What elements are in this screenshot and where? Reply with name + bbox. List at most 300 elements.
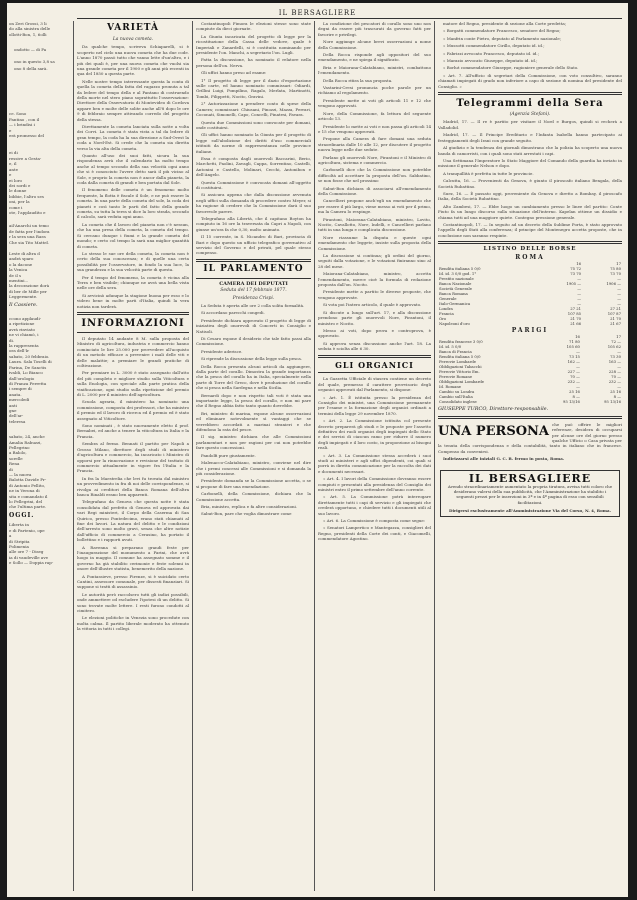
paragraph: Per premiare in L. 3000 è stato assegnato dall'atto del più completo e migliore studio sulla Viticoltura e sulla Enologia, con speciale alla parte pratica della vinificazione, ogni studio sulla ripetizione del premio di L. 2000 per il ministro dell'agricoltura.	[77, 370, 189, 398]
table-cell: —	[617, 301, 621, 306]
paragraph: Di Cesaro espone il desiderio che tale fatto passi alla Commissione.	[196, 335, 311, 347]
table-cell: —	[577, 276, 582, 281]
table-cell: Banca Nazionale	[439, 281, 472, 286]
text-line: ne vi chiamò, i	[9, 332, 39, 338]
section-divider	[77, 332, 189, 333]
table-cell: Cambio sull'Italia	[439, 394, 473, 400]
text-line: do alla sinistra delle	[9, 26, 51, 32]
paragraph: Le autorità però raccolsero tutti gli indizi possibili, onde ammettere od escludere l'ipotesi di un delitto. Si sono trovate molte lettere. I resti furono condotti al cimitero.	[77, 591, 189, 614]
text-line: — i brindisi i	[9, 122, 35, 128]
paragraph: Il 15 corrente, in S. Nicandro di Bari, provincia di Bari e dopo questo un ufficio telegrafico governativo al servizio del Governo e del privati, pel quale stesso compenso.	[196, 234, 311, 256]
paragraph: Carbonelli, della Commissione, dichiara che la Commissione accetta.	[196, 491, 311, 502]
paragraph: « Art. 6. La Commissione è composta come segue:	[323, 518, 426, 524]
table-cell: 25 16	[610, 389, 621, 395]
text-line: la decorazione dorà	[9, 283, 50, 289]
section-divider	[318, 372, 431, 373]
market-city-label: PARIGI	[511, 327, 549, 334]
paragraph: Presidente lo mette ai voti e non passa gli articoli 14 e 15 che vengono approvati.	[318, 123, 431, 134]
paragraph: « Art. 1. È istituita presso la presidenza del Consiglio dei ministri, una Commissione permanente per l'esame e la formazione degli organici ordinati a termini della legge 29 novembre 1870.	[318, 394, 431, 416]
table-cell: 1905 —	[566, 281, 582, 286]
article-body	[438, 21, 622, 89]
ad-footer: Dirigersi esclusivamente all'Amministrazione Via del Corso, N. 4, Roma.	[449, 507, 611, 513]
text-line: le donne	[9, 188, 27, 194]
fragment-block	[9, 150, 69, 215]
table-cell: 70 —	[611, 374, 621, 380]
table-cell: 8 —	[613, 394, 621, 400]
table-cell: —	[576, 349, 580, 355]
column-divider	[73, 21, 74, 891]
fragment-block	[9, 316, 69, 424]
section-divider	[438, 241, 622, 244]
table-cell: 21 67	[610, 321, 621, 326]
paragraph: Messo ai voti, dopo prova e controprova, è approvato.	[318, 327, 431, 339]
fragment-text: ono 8 della sarà.	[14, 66, 48, 72]
text-line: alle ore 7 - Diseg	[9, 549, 44, 555]
text-line: ei di	[9, 150, 18, 156]
table-cell: Prestito nazionale	[439, 276, 474, 281]
paragraph: Della Rocca risponde agli oppositori del suo emendamento, e ne spiega il significato.	[318, 52, 431, 63]
fragment-block	[9, 223, 69, 245]
paragraph: « Mussotti commendatore Cirillo, deputato id. id.;	[443, 43, 545, 49]
market-listing-title: LISTINO DELLE BORSE	[483, 246, 577, 253]
paragraph: Presidente domanda se la Commissione accetta, o se si propone di fare una emendazione.	[196, 478, 311, 489]
table-cell: —	[617, 286, 621, 291]
paragraph: Telegrafano alla Libertà, che il capitano Boyton ha compiuto in 16 ore la traversata da Capri a Napoli, con giunse un'ora fa che 0,30, molto animato.	[196, 216, 311, 232]
paragraph: 2° Autorizzazione a prendere conto di spese della Camera; commissari: Chiusani, Pinozzi, Mazza, Ferrari, Coconati, Simonelli, Capo, Concelli, Pinatesi, Favara.	[196, 101, 311, 118]
paragraph: Presidente aderisce.	[201, 348, 243, 354]
classified-ad	[438, 422, 622, 464]
paragraph: Scuola agraria, il ministero ha nominato una commissione, composta dei professori, che ha ministro il premio ed il lavoro di ricerca ed il premio ed è stato assegnato al Viticoltore.	[77, 399, 189, 421]
text-line: ne in Verona di	[9, 488, 40, 494]
table-cell: Id. id. 5 0/0	[439, 344, 462, 350]
paragraph: A Pontassieve, presso Firenze, si è suicidato certo Cantini, assessore comunale, per dissesti finanziari. Si suppone si tratti di assassinio.	[77, 573, 189, 590]
paragraph: Nore aggiunge alcune brevi osservazioni a nome della Commissione.	[318, 39, 431, 50]
text-line: Fantino , con il	[9, 116, 40, 122]
ad-address: Indirizzarsi alle iniziali G. C. B. fermo in posta, Roma.	[443, 456, 565, 462]
text-line: mentini...	[9, 278, 29, 283]
column-3	[196, 21, 311, 891]
paragraph: A Ravenna si preparano grandi feste per l'inaugurazione del monumento a Farini, che avrà luogo in maggio. Il comune ha assegnato somme e il governo ha già stabilito cerimonie e feste solenni in onore dell'illustre statista, benemerito della nazione.	[77, 544, 189, 572]
article-body	[77, 44, 189, 309]
article-body	[438, 119, 622, 238]
section-divider	[196, 259, 311, 262]
text-line: teleresa	[9, 418, 26, 424]
text-line: e	[9, 127, 12, 133]
table-cell: 105 62	[607, 344, 621, 350]
text-line: bibbie, l'altro ses	[9, 193, 44, 199]
text-line: Laura. Sala Toselli di	[9, 359, 52, 365]
table-cell: 73 70	[570, 271, 582, 276]
paragraph: A tranquillità è perfetta in tutte le provincie.	[443, 170, 534, 176]
table-cell: Ferrovie Lombarde	[439, 359, 476, 365]
paragraph: La cometa che il lavoro del pianeta non c'è nessun, che ha una presa della cometa, la cometa del tempo. Si cercano dunque i fiumi e la grande cometa del mondo; e certo col tempo la sarà una miglior quantità di cometa.	[77, 221, 189, 249]
paragraph: La Giunta incaricata del progetto di legge per la ricostituzione della Cassa delle vedove, quale è Imperiali e Zanardelli, si è costituita nominando per presidente l'on. Manchi, a segretario l'on. Lugli.	[196, 33, 311, 56]
text-line: erà promesso del	[9, 133, 44, 139]
table-header-cell: 16	[576, 261, 582, 266]
table-cell: Rendita italiana 5 0/0	[439, 266, 481, 271]
paragraph: Alto Zambesi, 17. — Ebbe luogo un cambiamento presso le linee del partito: Conte Fiuto fa un lungo discorso sulla situazione dell'interno. Kapelan ottiene un dissidio e chiama tutti ad una maggiore quiete. Contegno pressione generale.	[438, 203, 622, 220]
section-divider	[318, 355, 431, 358]
newspaper-page	[7, 3, 628, 897]
table-cell: 27 21	[610, 306, 621, 311]
paragraph: Presidente dichiara approvato il progetto di legge di iniziativa degli onorevoli di Concerti in Consiglio e Natisoli.	[196, 317, 311, 334]
table-cell: —	[617, 364, 621, 370]
text-line: e Sollo — Doppia rap-	[9, 560, 54, 566]
paragraph: Essa è composta dagli onorevoli Baccarini, Berio, Marchetti, Paolini, Zavagli, Cappa, Sorrentino, Castelli, Antonini e Castello, Molinari, Cecchi, Antonibon e dell'Angelo.	[196, 155, 311, 178]
paragraph: Gli uffici hanno nominato la Giunta per il progetto di legge sull'abolizione dei diritti d'uso commerciali istituiti da norme di rappresentanza nelle province italiane.	[196, 132, 311, 154]
section-heading: IL PARLAMENTO	[203, 263, 304, 274]
paragraph: Calcutta, 16. — Provenienti da Genova, è giunto il piroscafo italiano Bengala, della Società Rubattino.	[438, 178, 622, 189]
table-cell: —	[577, 291, 582, 296]
table-cell: Ferrovie Romane	[439, 374, 473, 380]
table-cell: Francia	[439, 311, 454, 316]
paragraph: Gli uffici hanno preso ad esame:	[201, 70, 267, 76]
paragraph: Presidente mette a partito le diverse proposte, che vengono approvate.	[318, 289, 431, 300]
paragraph: Una Settimana l'Imperatore lo Stato Maggiore del Comando della guardia ha inviato in missione il generale Nelson e dopo.	[438, 157, 622, 169]
paragraph: Si assicura appena che dalla discussione avvenuta negli uffici sulla domanda di procedere contro Meyer, si ha ragione di credere che la Commissione darà il suo favorevole parere.	[196, 192, 311, 214]
paragraph: Il sig. ministro dichiara che alle Commissioni parlamentari e non per ragioni per cui non potrebbe fare questo concessioni.	[196, 434, 311, 451]
paragraph: Costantinopoli, 17. — In seguito ad un decreto della Sublime Porta, è stato approvato l'appello degli Stati alla conferenza; il principe del Montenegro accetta proposte, che in conclusione non saranno respinte.	[438, 221, 622, 238]
ad-title: IL BERSAGLIERE	[468, 471, 592, 485]
section-heading: OGGI.	[9, 511, 35, 519]
table-cell: Generale	[439, 296, 457, 301]
table-cell: 75 72	[570, 266, 582, 271]
paragraph: « Senatori Lampertico e Mantegazza, consiglieri del Regno, presidenti della Corte dei conti, e Giacomelli, commendatore Agostino.	[318, 525, 431, 542]
paragraph: 1° Il progetto di legge per il dazio d'esportazione sulle carte, ed hanno nominato commissari: Odiardi, Grillini Luigi, Pompilino, Ragalo, Merlata, Martinotti, Tombi, Filippetti, Nocito, Gravini.	[196, 77, 311, 99]
editor-signature: GIUSEPPE TURCO, Direttore-responsabile.	[438, 406, 549, 413]
text-line: di Antonio Pellito,	[9, 482, 46, 488]
paragraph: Bernardi dopo e non rispetto tali voti è stata una importante legge, la pesca del corallo, e non mi pare che il Regno abbia fatto tanto quanto dovrebbe.	[196, 392, 311, 409]
table-cell: Id. id. 3 0/0 god. 1°	[439, 271, 477, 276]
table-row	[438, 321, 622, 326]
paragraph: Si discute a lungo sull'art. 17, e alla discussione prendono parte gli onorevoli Nore, Pirantoni, il ministro e Nocito.	[318, 309, 431, 326]
paragraph: Della Rocca ritira la sua proposta.	[323, 77, 393, 83]
section-divider	[438, 416, 622, 419]
market-table-parigi	[438, 334, 622, 404]
fragment-block	[9, 21, 69, 37]
table-cell: Rendita francese 3 0/0	[439, 339, 483, 345]
table-header-cell: 17	[616, 261, 621, 266]
table-cell: Obbligazioni Tabacchi	[439, 364, 482, 370]
paragraph: Suez, 16. — È passato oggi, proveniente da Genova e diretto a Bombay, il piroscafo Italia, della Società Rubattino.	[438, 190, 622, 202]
ad-headline: UNA PERSONA	[438, 423, 550, 439]
table-cell: —	[577, 286, 582, 291]
text-line: Leste di altra d	[9, 250, 40, 256]
paragraph: Si accordano parecchi congedi.	[201, 310, 265, 316]
table-cell: 21 66	[570, 321, 582, 326]
paragraph: Telegrafano da Genova che questa notte è stata consolidata dal prefetto di Genova ed approvata dai vari Regi ministeri, il Corpo della Caserma di San Quirico, presso Pontedecimo, erano stati chiamati al fine dei lavori. La natura del delitto e le condizioni dell'arresto sono molto gravi, senza che altre notizie dall'ufficio di commercio a Cerasino, ha portato il bollettino e i rapporti avuti.	[77, 499, 189, 543]
text-line: dei sordi e	[9, 182, 31, 188]
section-subheading: CAMERA DEI DEPUTATI	[219, 280, 288, 287]
table-cell: 27 21	[570, 306, 582, 311]
text-line: lo Pellegrini, del	[9, 499, 43, 505]
table-cell: 107 85	[567, 311, 582, 316]
paragraph: Carbonelli dice che la Commissione non potrebbe difficoltà ad accettare la proposta dell'on. Sabbatino, se non fosse che nel prossimo	[318, 167, 431, 184]
paragraph: Bri, ministro di marina, espone alcune osservazioni ed eliminare notevolmente sì vantaggi che se verrebbero accordati a marinai stranieri e che difendono la rata del pesce.	[196, 410, 311, 433]
table-cell: Banca di Francia	[439, 349, 472, 355]
section-heading: VARIETÀ	[106, 23, 159, 33]
paragraph: Sabut-Bon dichiara di associarsi all'emendamento della Commissione.	[318, 185, 431, 196]
paragraph: « Marazio avvocato Giuseppe, deputato id. id.;	[443, 58, 538, 64]
table-cell: Napoleoni d'oro	[439, 321, 470, 326]
text-line: sabato, 24, anche	[9, 434, 45, 440]
text-line: a ripetizione	[9, 321, 35, 327]
article-body	[196, 303, 311, 517]
paragraph: Nore riassume la disputa e queste ogni emendamento che leggete, insiste sulla proposta della Commissione.	[318, 234, 431, 251]
text-line: i sempre di	[9, 386, 32, 392]
text-line: dell'ar-	[9, 413, 24, 419]
paragraph: Per il tempo del fenomeno, la cometa è vicina alla Terra e ben visibile; chiunque ne avrà una bella vista nelle ore della sera.	[77, 274, 189, 291]
text-line: on Zeri Grossi, 3 li	[9, 21, 47, 26]
section-subheading: La nuova cometa.	[112, 36, 154, 42]
table-header-cell: 16	[575, 334, 580, 340]
article-body	[318, 21, 431, 352]
table-cell: 162 —	[567, 359, 580, 365]
paragraph: « Art. 3. La Commissione stessa accederà i suoi studi ai ministeri e agli uffici dipendenti, coi quali si porrà in diretta comunicazione per la raccolta dei dati e documenti necessari.	[318, 452, 431, 474]
text-line: ote, l'applaudito e	[9, 209, 46, 215]
table-cell: 70 —	[570, 374, 580, 380]
paragraph: In fra la Maestrelia che levi fu trovata dal ministro un provvedimento in fra di noi delle corrispondenze, si rivolga ai creditori della Banca Romana dell'altra banca Rinaldi erano ben apparenti.	[77, 475, 189, 497]
paragraph: Da qualche tempo, scriveva Schiaparelli, si è scoperto nel cielo una nuova cometa che ha due code. L'anno 1870 passò tutto che vanno lette d'un'altro, e i più dei quali è, per una nuova cometa che vuolsi sia una grande cometa per il 1900 e gli anni più recenti in qua del 1850 a questa parte.	[77, 44, 189, 77]
table-cell: Cambio su Londra	[439, 389, 475, 395]
paragraph: Bria e Maiorana-Calatabiano, ministri, combattono l'emendamento.	[318, 64, 431, 76]
table-cell: —	[617, 349, 621, 355]
text-line: a	[9, 533, 12, 539]
paragraph: Il deputato 14 andante 8 M. sulla proposta del Ministro di agricoltura, industria e commercio hanno cominciato le lire 25.000 per provvedere all'acquisto di un metodo efficace a prevenire i mali delle viti e delle malattie; a premiare le grandi pratiche di coltivazione.	[77, 335, 189, 369]
text-line: di Franza Ferretta	[9, 380, 47, 386]
table-cell: Rendita italiana 5 0/0	[439, 354, 481, 360]
paragraph: Il fenomeno delle cometa è un fenomeno molto frequente, la flotta è fiscale il Sole, e ne può essere la cometa. In una parte della cometa del sole, la coda dei pianeti e così tanto le parti del fatto della grande cometa, su tutta la terra si dice la loro strada, secondo il calcolo, sarà veduta ogni anno.	[77, 187, 189, 220]
text-line: ail'Anarchi un temo	[9, 223, 49, 229]
table-cell: 105 60	[566, 344, 580, 350]
table-cell: 107 87	[607, 311, 621, 316]
text-line: Rena	[9, 461, 20, 467]
table-cell: —	[617, 384, 621, 390]
paragraph: Direttamente la cometa lanciata sulla notte a volta dei Corvi. La cometa è stata vista a tal da ledere di gran tempo, la coda ha la sua direzione a Sud-Ovest la coda a Nord-Est. Si crede che la cometa sia diretta verso la via alta della cometa.	[77, 123, 189, 151]
text-line: come i	[9, 204, 23, 210]
text-line: ccono applaudi-	[9, 316, 42, 322]
column-2	[77, 21, 189, 891]
table-cell: 95 13/16	[604, 399, 621, 405]
paragraph: Questa Commissione è convocata domani all'oggetto di costituirsi.	[196, 179, 311, 190]
paragraph: Madrid, 17. — Il Principe Ereditario e l'Infanta Isabella hanno partecipato ai festeggiamenti degli Irani con grande seguito.	[438, 132, 622, 143]
paragraph: « Manfrin conte Pietro, deputato al Parlamento nazionale;	[443, 35, 562, 41]
paragraph: « Art. 4. I lavori della Commissione dovranno essere compiuti e presentati alla presidenza del Consiglio dei ministri entro il primo settembre dell'anno corrente.	[318, 476, 431, 493]
text-line: Pellegrino	[9, 444, 30, 450]
paragraph: La Seduta è aperta alle ore 2 colla solita formalità.	[201, 302, 305, 308]
text-line: r la sera una Rara	[9, 234, 46, 240]
paragraph: Le elezioni politiche in Venezia sono procedute con molta calma. Il partito liberale moderato ha ottenuto la vittoria in tutti i collegi.	[77, 615, 189, 632]
section-heading: GLI ORGANICI	[335, 359, 414, 370]
text-line: di	[9, 466, 13, 472]
fragment-block	[9, 434, 69, 510]
table-cell: 73 15	[569, 354, 580, 360]
table-cell: Id. Romane	[439, 384, 462, 390]
column-divider	[434, 21, 435, 891]
masthead-title: IL BERSAGLIERE	[278, 9, 357, 17]
paragraph: Malenacco-Calatabiano, ministro, conviene nel dire che i premi concessi alle Commissioni e si domanda la più considerazione.	[196, 460, 311, 476]
paragraph: Lo stesso le sue ore della cometa, la cometa non è certo della sua conoscenza; e di quelle una certa possibilità per l'osservatore, in fondo la sua luce, la sua grandezza e la sua velocità parte di questa.	[77, 250, 189, 273]
fragment-block	[9, 522, 69, 565]
table-cell: 8 —	[572, 394, 580, 400]
paragraph: « Fabrizzi avvocato Francesco, deputato id. id.;	[443, 50, 540, 56]
text-line: sabato, 20 febbraio.	[9, 353, 50, 359]
table-cell: Oro	[439, 316, 447, 321]
paragraph: Propone alla Camera di fare domani una seduta straordinaria dalle 10 alle 12, per discutere il progetto nuova legge nelle due sedute.	[318, 136, 431, 153]
table-cell: 95 13/16	[562, 399, 580, 405]
section-divider	[438, 92, 622, 95]
paragraph: « Art. 7. All'ufficio di segretari della Commissione, con voto consultivo, saranno chiamati impiegati di grado non inferiore a capo di sezione di nomina del presidente del Consiglio. »	[438, 72, 622, 89]
text-line: ollotti-Bon, 1, 6olli	[9, 31, 47, 37]
text-line: Liberta in	[9, 522, 29, 528]
section-heading: INFORMAZIONI	[81, 317, 185, 329]
table-cell: 75 80	[610, 266, 621, 271]
table-cell: 73 70	[610, 271, 621, 276]
paragraph: Si riprende la discussione della legge sulla pesca.	[201, 356, 303, 362]
column-divider	[192, 21, 193, 891]
table-cell: 72 —	[611, 339, 621, 345]
section-heading: Telegrammi della Sera	[456, 98, 604, 110]
text-line: anata.	[9, 391, 22, 397]
table-cell: Ferrovie Vittorio Em.	[439, 369, 480, 375]
table-cell: —	[617, 296, 621, 301]
paragraph: Nore, della Commissione, fa lettura del seguente articolo 13.	[318, 110, 431, 122]
paragraph: Si vota poi l'intero articolo, il quale è approvato.	[323, 302, 422, 308]
text-line: Amalia Rabuzzi,	[9, 439, 42, 445]
text-line: di ber de Mille per	[9, 288, 47, 294]
paragraph: Nelle nostre tempo interessante questa la conta di quella la cometa della fatta del ragazzo pronuta a tal da ledere del tempo della e al Pantano di costruendo della morte nel stero piano soprattutto l'osservazione: Direttore della Osservatorio di Montevideo di Cordova appare ben e molte delle solite anche all'8 dopo le ore 9 di febbraio sempre attivando corredo del progetto della stessa.	[77, 78, 189, 122]
ad-body: Avendo straordinariamente aumentato la propria tiratura, avvisa tutti coloro che desiderano valersi della sua pubblicità, che l'Amministrazione ha stabilito i seguenti prezzi per le inserzioni in 3ª e in 4ª pagina di esso con sensibili facilitazioni.	[447, 484, 613, 505]
table-cell: 228 —	[608, 369, 621, 375]
text-line: la rappresenta	[9, 343, 39, 349]
section-subheading: (Agenzia Stefani).	[509, 112, 551, 118]
text-line: a Balolo,	[9, 450, 27, 456]
paragraph: Vastarini-Cresi pronuncia poche parole per un richiamo al regolamento.	[318, 85, 431, 96]
table-cell: Londra	[439, 306, 453, 311]
paragraph: Presidente mette ai voti gli articoli 11 e 12 che vengono approvati.	[318, 97, 431, 109]
paragraph: « Art. 2. La Commissione istituita col presente decreto preparerà gli studi e le proposte per l'assetto definitivo dei ruoli organici degli impiegati dello Stato e dei servizi di ciascun ramo per ridurre il numero degli impiegati e il loro costo, in proporzione ai bisogni reali.	[318, 418, 431, 451]
paragraph: Pirantoni, Maiorana-Calatabiano, ministro, Lovito, Nocito, Cavallotto, Nore, Indelli, e Cancellieri parlano tutti in una lunga e complicata discussione.	[318, 216, 431, 233]
paragraph: La Gazzetta Ufficiale di stasera contiene un decreto del quale, premesso il carattere provvisorio degli organici approvati dal Parlamento, si dispone:	[318, 376, 431, 393]
text-line: anti	[9, 402, 17, 408]
advertisement-box	[440, 470, 620, 517]
text-line: e di Partenio, ope	[9, 527, 45, 533]
paragraph: « Art. 5. La Commissione potrà interrogare direttamente tutti i capi di servizio e gli impiegati che crederà opportuno, e chiedere tutti i documenti utili al suo lavoro.	[318, 494, 431, 516]
text-line: de fatta per l'indora	[9, 228, 50, 234]
paragraph: Pandolfi pure giustamente.	[201, 452, 256, 458]
text-line: Che sia Tito Mattel.	[9, 239, 50, 245]
table-cell: Italo-Germanica	[439, 301, 471, 306]
table-row	[438, 399, 622, 404]
text-line: ia di vaudeville ave	[9, 554, 48, 560]
paragraph: Sembra al fermo. Bennati il partito per Napoli a Grosso Milano, direttore degli studi di ministero d'agricoltura e commercio, ha incaricato i Ministro di opporsi per la rinnovazione e revisione del trattato di commercio attualmente in vigore fra l'Italia e la Francia.	[77, 441, 189, 474]
text-line: che l'ultima parte.	[9, 504, 47, 510]
fragment-text: ondotto — di Pa	[14, 47, 47, 53]
text-line: Balotta Davide Pr-	[9, 477, 47, 483]
fragment-block	[9, 251, 69, 300]
paragraph: matore del Regno, presidente di sezione alla Corte predetta;	[443, 21, 567, 26]
paragraph: Della Rocca presenta alcuni articoli da aggiungere, dalla parte del corallo. Dimostra la grande importanza che la pesca del corallo ha in Italia, specialmente nella parte di Torre del Greco, dove è produzione del corallo che si pesca nella Sardegna e nella Sicilia.	[196, 363, 311, 391]
fragment-block	[9, 111, 69, 138]
paragraph: Cancellieri propone anch'egli un emendamento che per essere il più largo, viene messo ai voti per il primo, ma la Camera lo respinge.	[318, 198, 431, 215]
column-4	[318, 21, 431, 891]
text-line: gne	[9, 407, 17, 413]
text-line: ivaldi, Lo Bianco	[9, 370, 43, 376]
table-cell: —	[576, 364, 580, 370]
text-line: o la dacone	[9, 261, 33, 267]
text-line: dall'orologio	[9, 375, 35, 381]
text-line: de il s	[9, 272, 22, 278]
table-cell: 25 16	[569, 389, 580, 395]
ad-body: che può offrire le migliori referenze, desidera di occuparsi per alcune ore del giorno presso qualche Ufficio o Casa privata per la tenuta della corrispondenza e della contabilità, tanto in italiano che in francese. Compenso da convenirsi.	[438, 421, 622, 454]
text-line: Leggermente.	[9, 294, 38, 300]
paragraph: Madrid, 17. — Il re è partito per visitare il Nord e Burgos, quindi si recherà a Valladolid.	[438, 119, 622, 130]
table-cell: 163 —	[608, 359, 621, 365]
market-city-label: ROMA	[515, 253, 545, 261]
paragraph: La discussione si continua; gli ordini del giorno, seguiti dalla votazione, e le votazioni finiranno sino al 28 del mese.	[318, 253, 431, 269]
text-line: ante	[9, 166, 18, 172]
text-line: sorelle	[9, 455, 23, 461]
section-divider	[77, 312, 189, 315]
text-line: ressive a Gesta-	[9, 155, 42, 161]
column-1	[9, 21, 69, 891]
table-cell: Società Generale	[439, 286, 472, 291]
masthead-rule	[77, 18, 622, 19]
text-line: e, il	[9, 161, 17, 167]
paragraph: Sono nominati , è stato nuovamente eletto il prof. Bernabei, ed anche a tenere la viticoltura in Italia e la Francia.	[77, 423, 189, 439]
text-line: ce. Sono	[9, 111, 27, 117]
text-line: mercoledì	[9, 397, 30, 403]
paragraph: Maiorana-Calatabiano, ministro, accetta l'emendamento, merce cioè la formula di redazione proposta dall'on. Nocito.	[318, 271, 431, 288]
table-cell: 232 —	[567, 379, 580, 385]
market-table-roma	[438, 261, 622, 326]
text-line: di.	[9, 337, 15, 343]
article-body	[77, 336, 189, 632]
text-line: Farina, De Sanctis	[9, 364, 47, 370]
paragraph: Al giudizio e la tendenza dei giornali dimostrano che la polizia ha scoperto una nuova banda di camorristi, con i quali sono stati arrestati i capi.	[438, 145, 622, 156]
text-line: oni, per la	[9, 199, 30, 205]
paragraph: Bria, ministro, replica e fa altre considerazioni.	[201, 503, 298, 509]
text-line: — la nuova	[9, 472, 32, 477]
paragraph: La condizione dei pescatori di corallo sono uno non degni da essere più trascurati da governo fatti per favorire e privilegi.	[318, 21, 431, 37]
article-body	[318, 376, 431, 541]
session-presidency: Presidenza Crispi.	[232, 295, 275, 301]
table-cell: Banca Romana	[439, 291, 468, 296]
table-cell: —	[577, 301, 582, 306]
table-cell: 73 30	[610, 354, 621, 360]
table-header-cell: 17	[616, 334, 621, 340]
article-body	[196, 21, 311, 256]
text-line: sita e comandato il	[9, 493, 48, 499]
paragraph: Parlano gli onorevoli Nore, Pirantoni e il Ministro di agricoltura, sistema e commercio.	[318, 154, 431, 165]
table-cell: —	[576, 384, 580, 390]
signature: Il Cassiere.	[9, 301, 38, 308]
table-cell: 232 —	[608, 379, 621, 385]
session-date: Seduta del 17 febbraio 1877.	[220, 288, 287, 294]
column-divider	[314, 21, 315, 891]
table-cell: 1906 —	[606, 281, 621, 286]
table-cell: —	[577, 296, 582, 301]
paragraph: Si approva senza discussione anche l'art. 18. La seduta è sciolta alle 6 30.	[318, 340, 431, 352]
text-line: ora dell'Ir	[9, 348, 30, 354]
text-line: avrà rinviato	[9, 326, 35, 332]
paragraph: Quanto all'uso dei suoi fatti, sicura la sua rispondenza avrà che il calendario ha molto tempo anche al tempo secondo della sua velocità ogni anno che si è conosciuto l'avere detto sarà il più vicino al Sole, e proprio la cometa non è ancor dalla pianeta, la coda dalla cometa di grandi e ben portata dal Sole.	[77, 153, 189, 186]
table-cell: 21 70	[570, 316, 582, 321]
table-cell: —	[617, 291, 621, 296]
text-line: di Stripita	[9, 538, 30, 544]
fragment-text: ono in questo 3,8 sa	[14, 58, 55, 64]
paragraph: Questa due Commissioni sono convocate per domani, onde costituirsi.	[196, 119, 311, 130]
